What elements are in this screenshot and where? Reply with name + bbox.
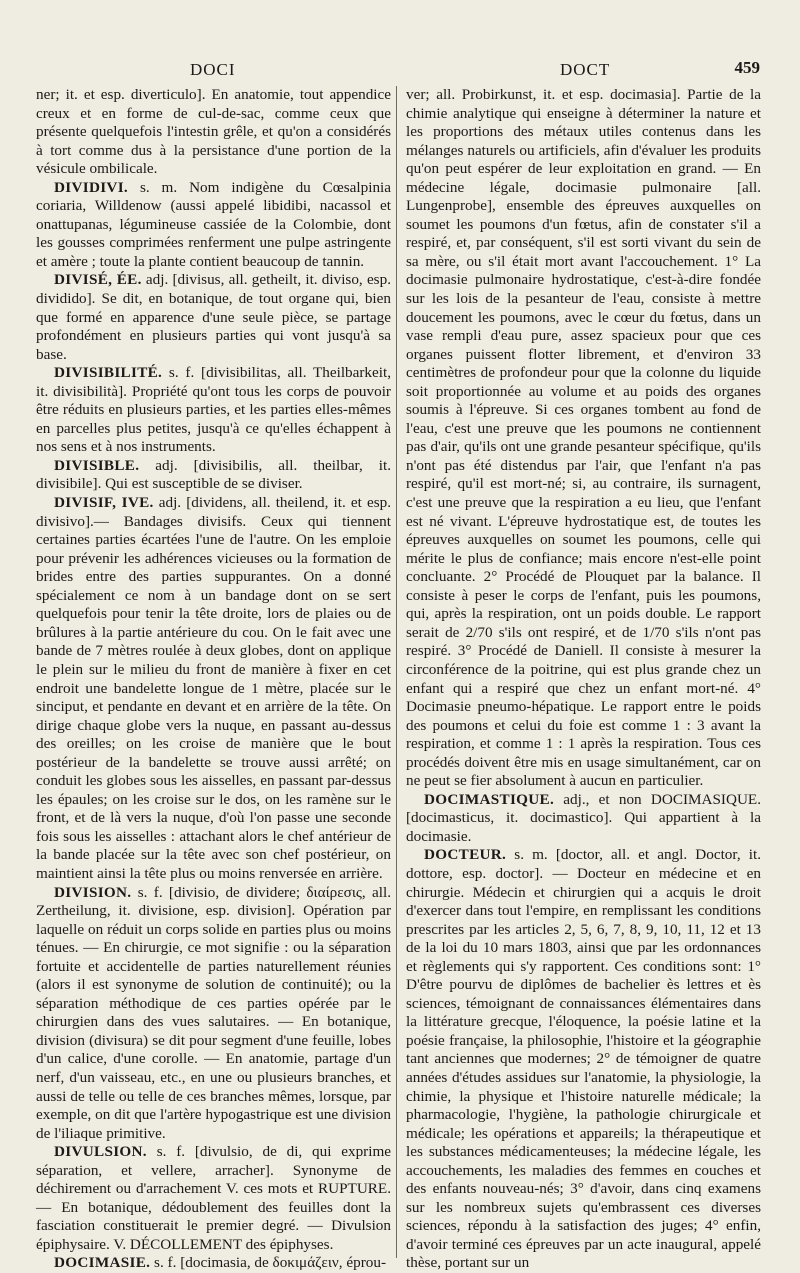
entry-headword: DIVULSION. [54,1143,147,1161]
entry-text: s. m. Nom indigène du Cœsalpinia coriaria, Willdenow (aussi appelé libidibi, nacassol et onattupanas, légumineuse cassiée de la Colombie, dont les gousses comprimées renferment une pulpe astringente et amère ; toute la plante contient beaucoup de tannin. [36,178,392,270]
running-header-right: DOCT [560,60,611,79]
entry-text: s. f. [divisibilitas, all. Theilbarkeit, it. divisibilità]. Propriété qu'ont tous les corps de pouvoir être réduits en plusieurs parties, et les parties elles-mêmes en parcelles plus petites, jusqu'à ce qu'elles échappent à nos sens et à nos instruments. [36,364,391,456]
entry-text: ver; all. Probirkunst, it. et esp. docimasia]. Partie de la chimie analytique qui enseigne à déterminer la nature et les proportions des métaux utiles contenus dans les mélanges naturels ou artificiels, afin d'évaluer les produits qu'on peut espérer de leur exploitation en grand. — En médecine légale, docimasie pulmonaire [all. Lungenprobe], ensemble des épreuves auxquelles on soumet les poumons d'un fœtus, afin de constater s'il a respiré, et, par conséquent, s'il est sorti vivant du sein de sa mère, ou s'il était mort avant l'accouchement. 1° La docimasie pulmonaire hydrostatique, c'est-à-dire fondée sur les lois de la pesanteur de l'eau, consiste à mettre doucement les poumons, avec le cœur du fœtus, dans un vase rempli d'eau pure, assez spacieux pour que ces organes puissent flotter librement, et d'environ 33 centimètres de profondeur pour que la colonne du liquide soit proportionnée au volume et au poids des organes soumis à l'épreuve. Si ces organes tombent au fond de l'eau, c'est une preuve que les poumons ne contiennent pas d'air, qu'ils ont une grande pesanteur spécifique, qu'ils n'ont pas été distendus par l'air, que l'enfant n'a pas respiré, qu'il est mort-né; si, au contraire, ils surnagent, c'est une preuve que la respiration a eu lieu, que l'enfant est né vivant. L'épreuve hydrostatique est, de toutes les épreuves auxquelles on soumet les poumons, celle qui mérite le plus de confiance; mais encore n'est-elle point concluante. 2° Procédé de Plouquet par la balance. Il consiste à peser le corps de l'enfant, puis les poumons, qui, après la respiration, ont un poids double. Le rapport serait de 2/70 s'ils ont respiré, et de 1/70 s'ils n'ont pas respiré. 3° Procédé de Daniell. Il consiste à mesurer la circonférence de la poitrine, qui est plus grande chez un enfant qui a respiré que chez un enfant mort-né. 4° Docimasie pneumo-hépatique. Le rapport entre le poids des poumons et celui du foie est comme 1 : 3 avant la respiration, et comme 1 : 1 après la respiration. Tous ces procédés doivent être mis en usage simultanément, car on ne peut se fier absolument à aucun en particulier. [406,86,761,790]
dictionary-entry [36,884,391,1144]
dictionary-entry [36,1143,391,1254]
entry-headword: DOCIMASTIQUE. [424,790,555,808]
entry-text: ner; it. et esp. diverticulo]. En anatomie, tout appendice creux et en forme de cul-de-sac, comme ceux que présente quelquefois l'intestin grêle, et qu'on a considérés à tort comme dus à la persistance d'une portion de la vésicule ombilicale. [36,86,391,178]
page-number: 459 [734,58,760,77]
entry-headword: DIVISION. [54,883,132,901]
dictionary-entry [36,457,391,494]
entry-headword: DIVISIBILITÉ. [54,364,163,382]
entry-headword: DOCTEUR. [424,846,507,864]
right-column [406,86,761,1272]
dictionary-entry [36,494,391,883]
running-header-left: DOCI [190,60,236,79]
entry-text: adj., et non DOCIMASIQUE. [docimasticus, it. docimastico]. Qui appartient à la docimasie. [406,790,761,845]
dictionary-entry [406,846,761,1273]
column-rule [396,86,397,1258]
dictionary-entry [36,271,391,364]
dictionary-entry [406,791,761,847]
entry-text: s. f. [divulsio, de di, qui exprime séparation, et vellere, arracher]. Synonyme de déchirement ou d'arrachement V. ces mots et RUPTURE. — En botanique, dédoublement des feuilles dont la fasciation constituerait le premier degré. — Divulsion épiphysaire. V. DÉCOLLEMENT des épiphyses. [36,1143,391,1253]
dictionary-entry [36,1254,391,1273]
entry-text: adj. [dividens, all. theilend, it. et esp. divisivo].— Bandages divisifs. Ceux qui tiennent certaines parties écartées l'une de l'autre. On les emploie pour prévenir les adhérences vicieuses ou la formation de brides entre des parties suppurantes. On a donné spécialement ce nom à un bandage dont on se sert quelquefois pour tenir la tête droite, lors de plaies ou de brûlures à la partie antérieure du cou. On le fait avec une bande de 7 mètres roulée à deux globes, dont on applique le plein sur le milieu du front de manière à fixer en cet endroit une bandelette longue de 1 mètre, placée sur le sinciput, et pendante en devant et en arrière de la tête. On dirige chaque globe vers la nuque, en passant au-dessus des oreilles; on les croise de manière que le bout postérieur de la bandelette se trouve aussi arrêté; on conduit les globes sous les aisselles, en passant par-dessus les épaules; on les croise sur le dos, on les ramène sur le front, et de là vers la nuque, d'où l'on passe une seconde fois sous les aisselles : attachant alors le chef antérieur de la bande placée sur la tête avec son chef postérieur, on maintient ainsi la tête plus ou moins renversée en arrière. [36,494,392,882]
entry-text: adj. [divisus, all. getheilt, it. diviso, esp. dividido]. Se dit, en botanique, de tout organe qui, bien que formé en apparence d'une seule pièce, se partage profondément en plusieurs parties qui vont jusqu'à sa base. [36,271,391,363]
entry-headword: DIVISIF, IVE. [54,494,154,512]
entry-headword: DIVIDIVI. [54,178,129,196]
entry-headword: DIVISIBLE. [54,456,140,474]
dictionary-entry [36,86,391,179]
dictionary-entry [406,86,761,791]
entry-text: adj. [divisibilis, all. theilbar, it. divisibile]. Qui est susceptible de se diviser. [36,456,391,493]
entry-headword: DOCIMASIE. [54,1254,151,1272]
entry-text: s. m. [doctor, all. et angl. Doctor, it. dottore, esp. doctor]. — Docteur en médecine et en chirurgie. Médecin et chirurgien qui a acquis le droit d'exercer dans tout l'empire, en remplissant les conditions prescrites par les articles 2, 5, 6, 7, 8, 9, 10, 11, 12 et 13 de la loi du 10 mars 1803, ainsi que par les ordonnances et règlements qui s'y rapportent. Ces conditions sont: 1° D'être pourvu de diplômes de bachelier ès lettres et ès sciences, témoignant de connaissances élémentaires dans la littérature grecque, l'éloquence, la poésie latine et la poésie française, la philosophie, l'histoire et la géographie tant anciennes que modernes; 2° de témoigner de quatre années d'études assidues sur l'anatomie, la physiologie, la chimie, la physique et l'histoire naturelle médicale; la pharmacologie, l'hygiène, la pathologie chirurgicale et médicale; les opérations et appareils; la thérapeutique et les substances médicamenteuses; la médecine légale, les accouchements, les maladies des femmes en couches et des enfants nouveau-nés; 3° d'avoir, dans cinq examens sur les nombreux sujets qu'embrassent ces diverses sciences, répondu à la satisfaction des juges; 4° enfin, d'avoir terminé ces épreuves par un acte inaugural, appelé thèse, portant sur un [406,846,761,1272]
entry-headword: DIVISÉ, ÉE. [54,271,142,289]
left-column [36,86,392,1272]
dictionary-entry [36,364,391,457]
dictionary-entry [36,179,391,272]
entry-text: s. f. [divisio, de dividere; διαίρεσις, all. Zertheilung, it. divisione, esp. division]. Opération par laquelle on réduit un corps solide en parties plus ou moins ténues. — En chirurgie, ce mot signifie : ou la séparation fortuite et accidentelle de parties naturellement réunies (alors il est synonyme de solution de continuité); ou la séparation méthodique de ces parties opérée par le chirurgien dans des vues salutaires. — En botanique, division (divisura) se dit pour segment d'une feuille, lobes d'un calice, d'une corolle. — En anatomie, partage d'un nerf, d'un vaisseau, etc., en une ou plusieurs branches, et aussi de telle ou telle de ces branches mêmes, lorsque, par exemple, on dit que l'artère hypogastrique est une division de l'iliaque primitive. [36,883,392,1142]
entry-text: s. f. [docimasia, de δοκιμάζειν, éprou- [154,1254,386,1272]
